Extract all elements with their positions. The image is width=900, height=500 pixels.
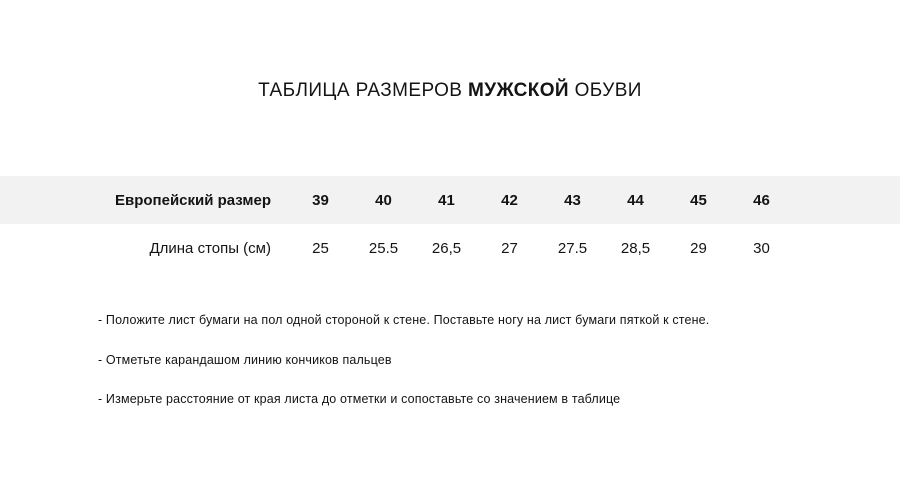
cell-foot-length-41: 26,5 xyxy=(415,224,478,273)
page-title-emphasis: МУЖСКОЙ xyxy=(468,80,569,101)
cell-european-size-40: 40 xyxy=(375,191,392,209)
table-row-foot-length xyxy=(0,224,900,273)
cell-foot-length-40: 25.5 xyxy=(352,224,415,273)
instruction-step-2: - Отметьте карандашом линию кончиков пальцев xyxy=(98,352,392,367)
cell-foot-length-45: 29 xyxy=(667,224,730,273)
page-title xyxy=(0,80,900,102)
cell-european-size-45: 45 xyxy=(690,191,707,209)
cell-european-size-43: 43 xyxy=(564,191,581,209)
cell-european-size-42: 42 xyxy=(501,191,518,209)
cell-european-size-44: 44 xyxy=(627,191,644,209)
cell-foot-length-43: 27.5 xyxy=(541,224,604,273)
table-row-european-size xyxy=(0,176,900,224)
row-label-foot-length: Длина стопы (см) xyxy=(0,224,289,273)
page-title-prefix: ТАБЛИЦА РАЗМЕРОВ xyxy=(258,80,469,101)
cell-foot-length-44: 28,5 xyxy=(604,224,667,273)
page-title-suffix: ОБУВИ xyxy=(568,80,642,101)
instruction-step-3: - Измерьте расстояние от края листа до отметки и сопоставьте со значением в таблице xyxy=(98,392,621,406)
size-table-container xyxy=(0,176,900,273)
table-spacer-header xyxy=(793,176,900,224)
cell-foot-length-42: 27 xyxy=(478,224,541,273)
cell-european-size-46: 46 xyxy=(753,191,770,209)
size-table xyxy=(0,176,900,273)
table-spacer-data xyxy=(793,224,900,273)
instruction-step-1: - Положите лист бумаги на пол одной стороной к стене. Поставьте ногу на лист бумаги пяткой к стене. xyxy=(98,313,710,327)
cell-foot-length-39: 25 xyxy=(289,224,352,273)
row-label-european-size: Европейский размер xyxy=(114,191,271,209)
cell-european-size-41: 41 xyxy=(438,191,455,209)
cell-european-size-39: 39 xyxy=(312,191,329,209)
cell-foot-length-46: 30 xyxy=(730,224,793,273)
measurement-instructions xyxy=(98,312,858,431)
